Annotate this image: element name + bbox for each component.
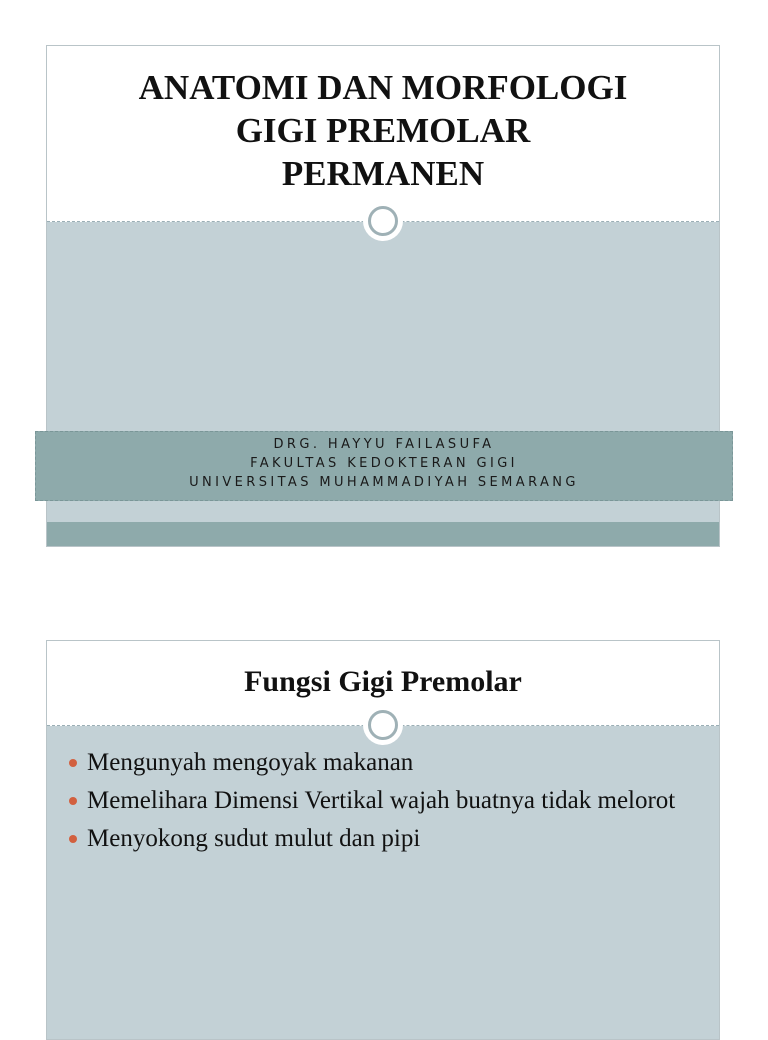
author-band [35, 431, 733, 501]
bullet-dot-icon [69, 797, 77, 805]
title-slide [46, 45, 720, 547]
title-line: PERMANEN [281, 154, 485, 193]
slide-title [47, 46, 719, 195]
ring-ornament-icon [363, 201, 403, 241]
bullet-dot-icon [69, 759, 77, 767]
title-line: GIGI PREMOLAR [235, 111, 531, 150]
footer-strip [47, 522, 719, 546]
list-item [67, 786, 699, 816]
bullet-list [67, 748, 699, 862]
bullet-text: Menyokong sudut mulut dan pipi [87, 825, 421, 852]
list-item [67, 824, 699, 854]
bullet-text: Mengunyah mengoyak makanan [87, 749, 414, 776]
ring-ornament-icon [363, 705, 403, 745]
content-slide [46, 640, 720, 1040]
university-name: UNIVERSITAS MUHAMMADIYAH SEMARANG [189, 475, 579, 490]
bullet-dot-icon [69, 835, 77, 843]
title-area [47, 46, 719, 222]
slide-title: Fungsi Gigi Premolar [244, 665, 522, 698]
bullet-text: Memelihara Dimensi Vertikal wajah buatnya tidak melorot [87, 787, 676, 814]
list-item [67, 748, 699, 778]
title-line: ANATOMI DAN MORFOLOGI [138, 68, 628, 107]
author-name: DRG. HAYYU FAILASUFA [273, 437, 495, 452]
faculty-name: FAKULTAS KEDOKTERAN GIGI [250, 456, 518, 471]
